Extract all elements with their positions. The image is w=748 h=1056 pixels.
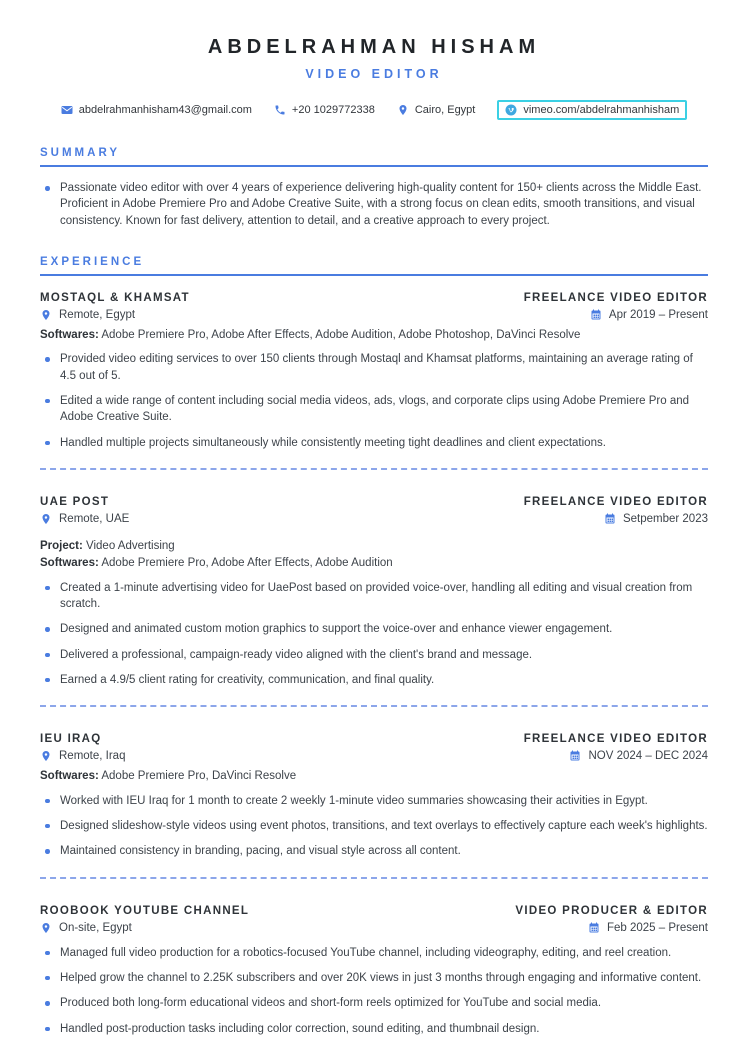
- contact-location: [397, 104, 476, 116]
- person-job-title: VIDEO EDITOR: [305, 67, 443, 81]
- entry-divider: [40, 468, 708, 470]
- entry-head: [40, 496, 708, 508]
- softwares-line: [40, 327, 708, 343]
- section-summary: [40, 147, 708, 229]
- entry-head: [40, 733, 708, 745]
- softwares-text: Adobe Premiere Pro, Adobe After Effects, Adobe Audition, Adobe Photoshop, DaVinci Resolve: [98, 328, 581, 341]
- experience-entry-mostaql: [40, 292, 708, 451]
- softwares-text: Adobe Premiere Pro, DaVinci Resolve: [98, 770, 297, 783]
- project-line: [40, 538, 708, 554]
- location-row: [40, 309, 135, 321]
- section-experience: [40, 256, 708, 1037]
- contact-phone-text: +20 1029772338: [291, 104, 375, 116]
- date-row: [569, 750, 708, 762]
- softwares-line: [40, 555, 708, 571]
- bullet-list: [40, 945, 708, 1037]
- entry-meta: [40, 309, 708, 321]
- entry-divider: [40, 877, 708, 879]
- summary-list: [40, 180, 708, 229]
- bullet-item: Created a 1-minute advertising video for UaePost based on provided voice-over, handling all editing and visual creation from scratch.: [40, 580, 708, 613]
- bullet-list: [40, 351, 708, 451]
- project-label: Project:: [40, 539, 83, 552]
- contact-row: [40, 100, 708, 120]
- role-title: FREELANCE VIDEO EDITOR: [523, 733, 708, 746]
- softwares-label: Softwares:: [40, 770, 99, 783]
- phone-icon: [274, 104, 286, 116]
- bullet-item: Maintained consistency in branding, pacing, and visual style across all content.: [40, 843, 708, 859]
- contact-email: [61, 104, 252, 116]
- role-title: VIDEO PRODUCER & EDITOR: [515, 904, 708, 917]
- location-text: On-site, Egypt: [59, 921, 132, 934]
- bullet-item: Handled post-production tasks including color correction, sound editing, and thumbnail design.: [40, 1021, 708, 1037]
- summary-heading: SUMMARY: [40, 147, 708, 167]
- bullet-item: Provided video editing services to over 150 clients through Mostaql and Khamsat platforms, maintaining an average rating of 4.5 out of 5.: [40, 351, 708, 384]
- calendar-icon: [569, 750, 581, 762]
- experience-entry-roobook: [40, 905, 708, 1037]
- location-text: Remote, UAE: [59, 512, 130, 525]
- contact-location-text: Cairo, Egypt: [414, 104, 476, 116]
- calendar-icon: [588, 922, 600, 934]
- bullet-list: [40, 580, 708, 689]
- bullet-item: Produced both long-form educational videos and short-form reels optimized for YouTube and social media.: [40, 995, 708, 1011]
- summary-bullet: Passionate video editor with over 4 years of experience delivering high-quality content for 150+ clients across the Middle East. Proficient in Adobe Premiere Pro and Adobe Creative Suite, with a strong focus on clean edits, smooth transitions, and visual consistency. Known for fast delivery, attention to detail, and a creative approach to every project.: [40, 180, 708, 229]
- date-text: Feb 2025 – Present: [606, 921, 708, 934]
- company-name: MOSTAQL & KHAMSAT: [40, 291, 190, 304]
- softwares-text: Adobe Premiere Pro, Adobe After Effects, Adobe Audition: [98, 557, 393, 570]
- company-name: ROOBOOK YOUTUBE CHANNEL: [40, 904, 250, 917]
- location-icon: [397, 104, 409, 116]
- bullet-item: Handled multiple projects simultaneously while consistently meeting tight deadlines and client expectations.: [40, 435, 708, 451]
- bullet-item: Earned a 4.9/5 client rating for creativity, communication, and final quality.: [40, 672, 708, 688]
- contact-vimeo-text: vimeo.com/abdelrahmanhisham: [523, 104, 680, 116]
- person-name: ABDELRAHMAN HISHAM: [207, 36, 541, 58]
- location-text: Remote, Iraq: [59, 750, 126, 763]
- company-name: IEU IRAQ: [40, 733, 102, 746]
- project-text: Video Advertising: [82, 539, 175, 552]
- role-title: FREELANCE VIDEO EDITOR: [523, 495, 708, 508]
- date-row: [590, 309, 708, 321]
- entry-head: [40, 905, 708, 917]
- location-row: [40, 922, 132, 934]
- contact-phone: [274, 104, 375, 116]
- date-text: Setpember 2023: [622, 512, 708, 525]
- bullet-item: Worked with IEU Iraq for 1 month to create 2 weekly 1-minute video summaries showcasing their activities in Egypt.: [40, 793, 708, 809]
- company-name: UAE POST: [40, 495, 110, 508]
- location-pin-icon: [40, 513, 52, 525]
- date-text: Apr 2019 – Present: [608, 308, 708, 321]
- location-pin-icon: [40, 750, 52, 762]
- entry-divider: [40, 705, 708, 707]
- bullet-item: Designed slideshow-style videos using event photos, transitions, and text overlays to effectively capture each week's highlights.: [40, 818, 708, 834]
- entry-meta: [40, 513, 708, 525]
- date-row: [588, 922, 708, 934]
- date-row: [604, 513, 708, 525]
- calendar-icon: [604, 513, 616, 525]
- header: [40, 36, 708, 120]
- experience-heading: EXPERIENCE: [40, 256, 708, 276]
- location-row: [40, 750, 125, 762]
- bullet-item: Helped grow the channel to 2.25K subscribers and over 20K views in just 3 months through engaging and informative content.: [40, 970, 708, 986]
- contact-vimeo-link[interactable]: [497, 100, 687, 120]
- contact-email-text: abdelrahmanhisham43@gmail.com: [78, 104, 252, 116]
- softwares-label: Softwares:: [40, 328, 99, 341]
- location-pin-icon: [40, 309, 52, 321]
- email-icon: [61, 104, 73, 116]
- location-pin-icon: [40, 922, 52, 934]
- bullet-item: Managed full video production for a robotics-focused YouTube channel, including videography, editing, and reel creation.: [40, 945, 708, 961]
- entry-meta: [40, 922, 708, 934]
- softwares-label: Softwares:: [40, 557, 99, 570]
- entry-meta: [40, 750, 708, 762]
- location-row: [40, 513, 129, 525]
- role-title: FREELANCE VIDEO EDITOR: [523, 291, 708, 304]
- location-text: Remote, Egypt: [59, 308, 136, 321]
- bullet-item: Delivered a professional, campaign-ready video aligned with the client's brand and message.: [40, 647, 708, 663]
- experience-entry-ieu-iraq: [40, 733, 708, 859]
- date-text: NOV 2024 – DEC 2024: [588, 750, 708, 763]
- experience-entry-uaepost: [40, 496, 708, 688]
- bullet-item: Designed and animated custom motion graphics to support the voice-over and enhance viewer engagement.: [40, 621, 708, 637]
- entry-head: [40, 292, 708, 304]
- bullet-list: [40, 793, 708, 860]
- bullet-item: Edited a wide range of content including social media videos, ads, vlogs, and corporate clips using Adobe Premiere Pro and Adobe Creative Suite.: [40, 393, 708, 426]
- calendar-icon: [590, 309, 602, 321]
- softwares-line: [40, 768, 708, 784]
- vimeo-icon: [505, 104, 517, 116]
